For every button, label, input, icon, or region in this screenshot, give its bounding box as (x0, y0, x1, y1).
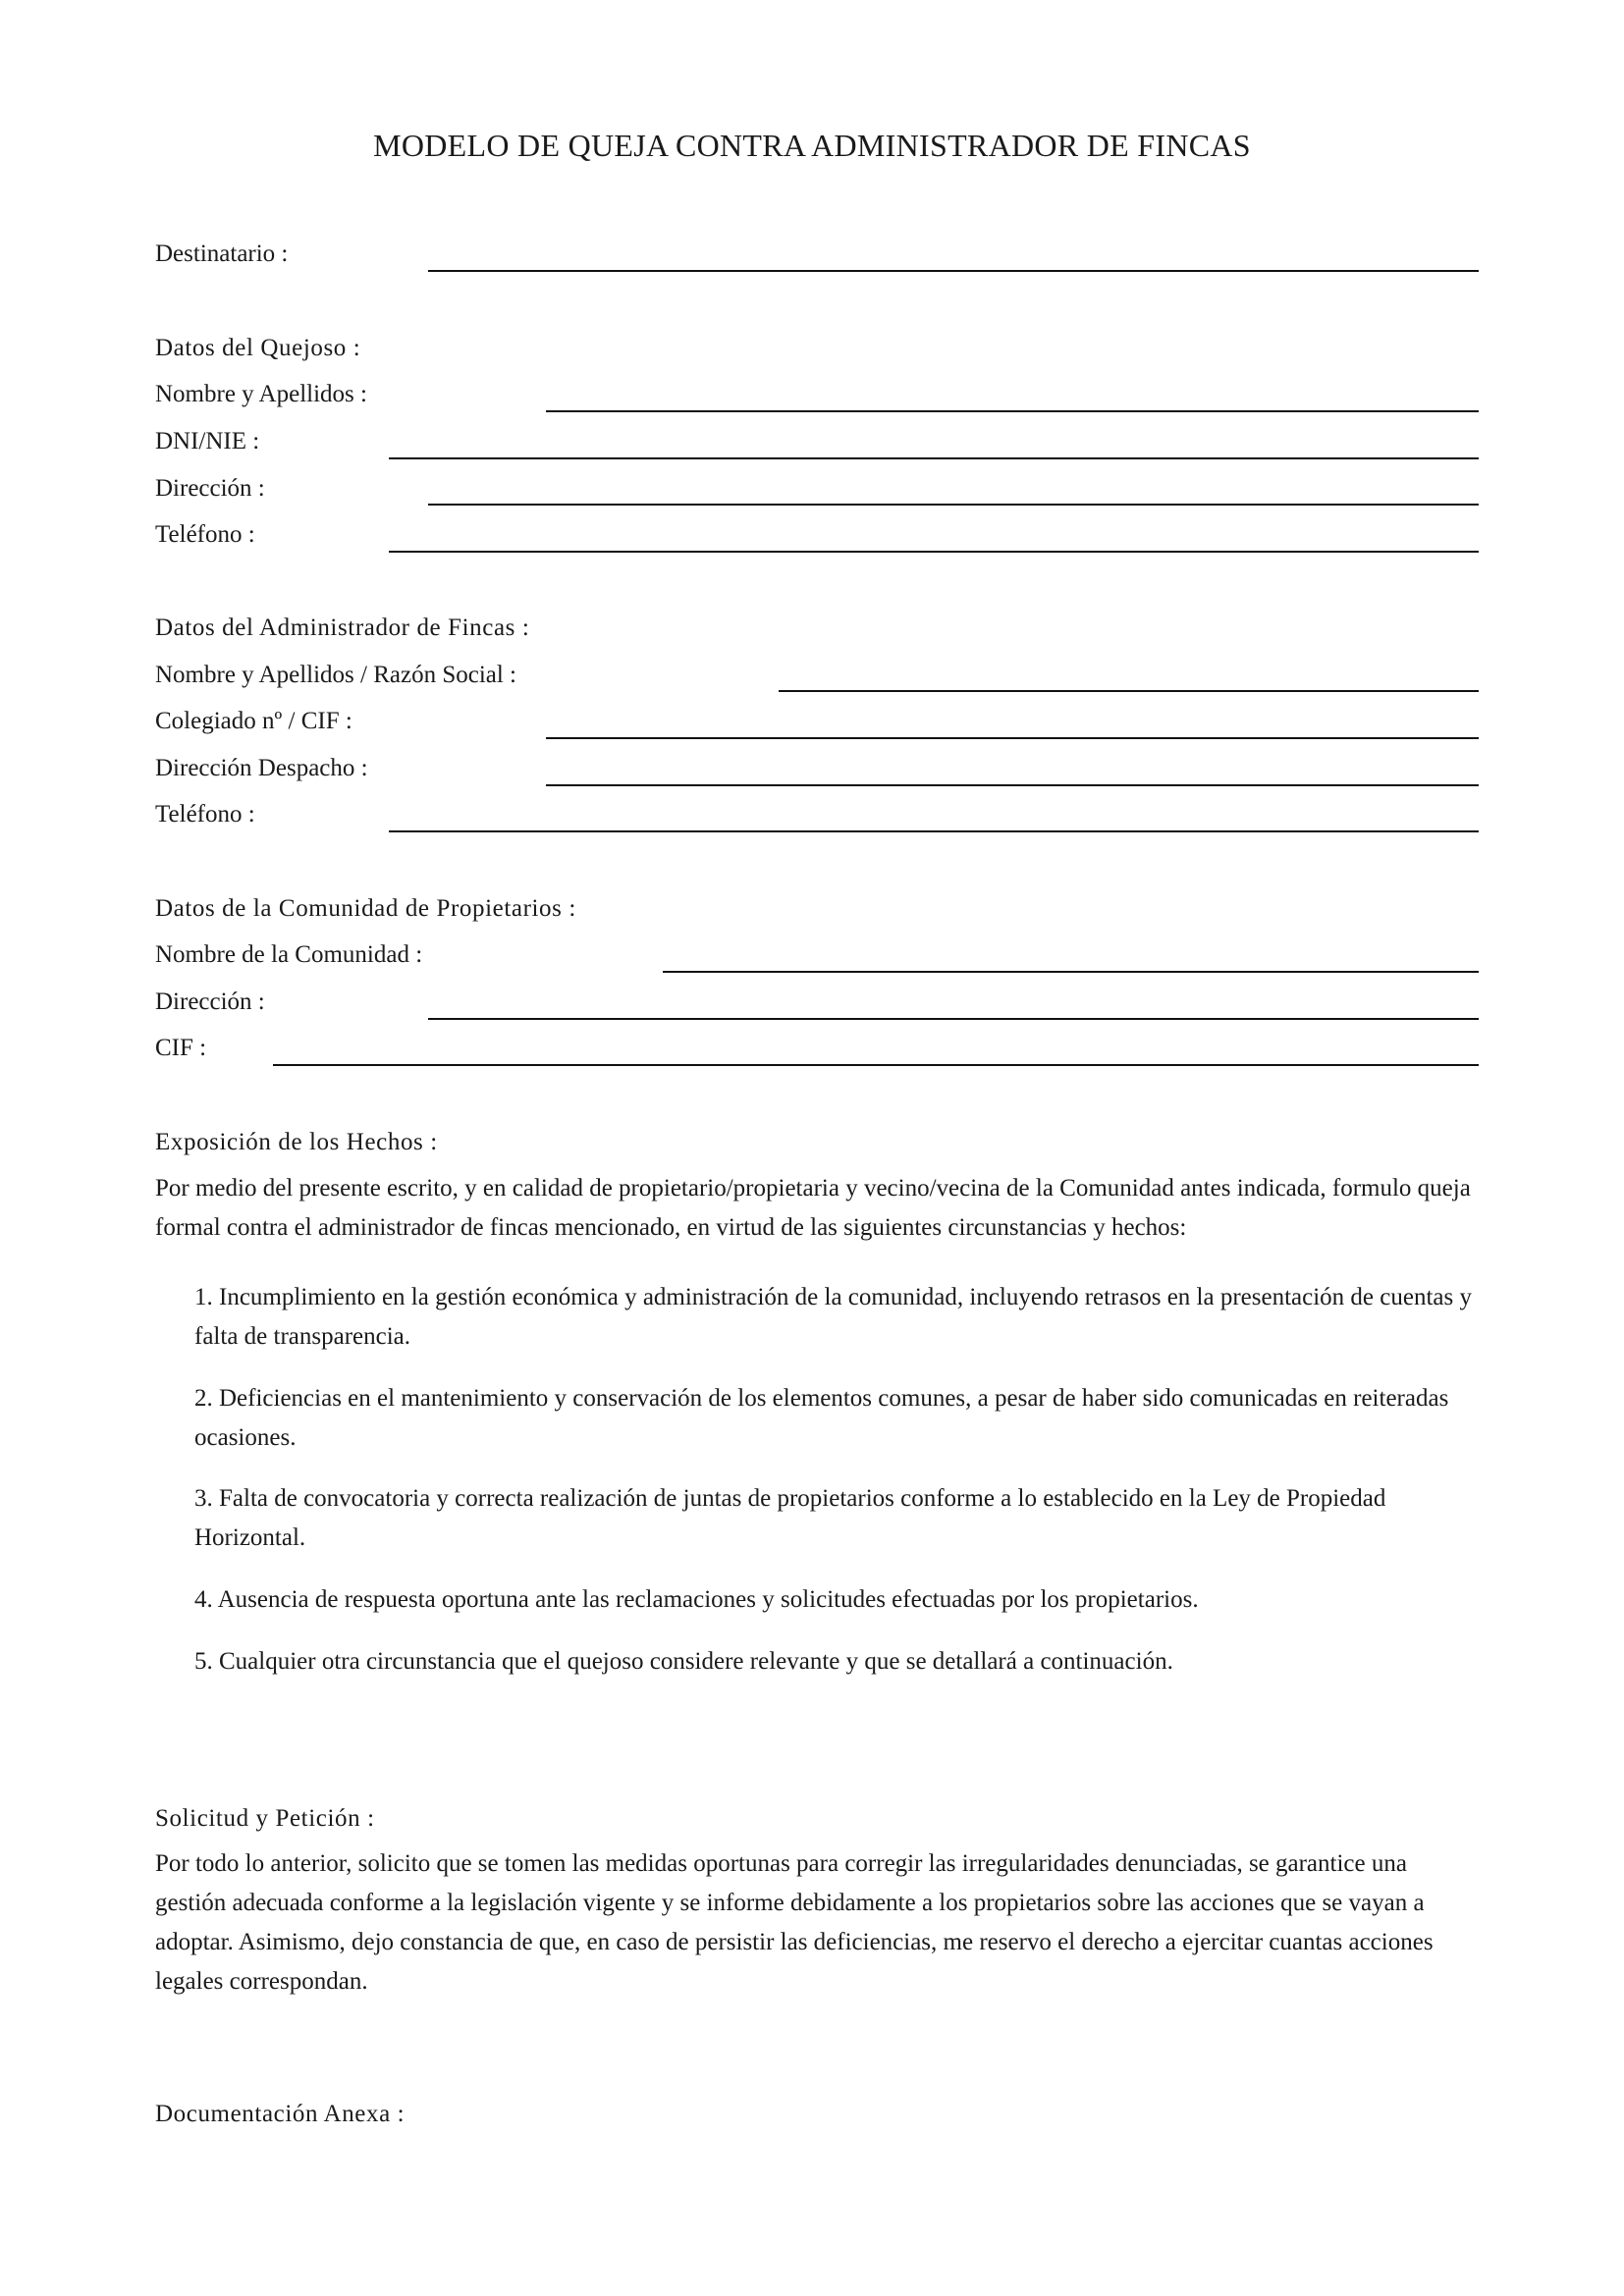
community-name-label: Nombre de la Comunidad : (155, 941, 423, 968)
complainant-heading: Datos del Quejoso : (155, 335, 361, 361)
complainant-phone-label: Teléfono : (155, 521, 255, 548)
facts-heading: Exposición de los Hechos : (155, 1129, 438, 1155)
community-name-field[interactable] (663, 971, 1479, 973)
administrator-phone-field[interactable] (389, 830, 1479, 832)
administrator-phone-label: Teléfono : (155, 801, 255, 828)
request-text: Por todo lo anterior, solicito que se tomen las medidas oportunas para corregir las irregularidades denunciadas, se garantice una gestión adecuada conforme a la legislación vigente y se informe debidamente a los propietarios sobre las acciones que se vayan a adoptar. Asimismo, dejo constancia de que, en caso de persistir las deficiencias, me reservo el derecho a ejercitar cuantas acciones legales correspondan. (155, 1850, 1434, 1995)
facts-item-4: 4. Ausencia de respuesta oportuna ante las reclamaciones y solicitudes efectuadas por los propietarios. (194, 1586, 1199, 1613)
administrator-heading: Datos del Administrador de Fincas : (155, 614, 530, 641)
complainant-name-label: Nombre y Apellidos : (155, 381, 367, 407)
facts-item-3: 3. Falta de convocatoria y correcta realización de juntas de propietarios conforme a lo establecido en la Ley de Propiedad Horizontal. (194, 1485, 1386, 1551)
community-address-label: Dirección : (155, 988, 265, 1015)
recipient-label: Destinatario : (155, 240, 289, 267)
administrator-registration-field[interactable] (546, 737, 1479, 739)
administrator-name-field[interactable] (779, 690, 1479, 692)
attachments-heading: Documentación Anexa : (155, 2101, 406, 2127)
facts-item-5: 5. Cualquier otra circunstancia que el quejoso considere relevante y que se detallará a continuación. (194, 1648, 1173, 1675)
complainant-name-field[interactable] (546, 410, 1479, 412)
recipient-field[interactable] (428, 270, 1479, 272)
administrator-office-label: Dirección Despacho : (155, 755, 368, 781)
complainant-id-label: DNI/NIE : (155, 428, 260, 454)
complainant-address-field[interactable] (428, 504, 1479, 506)
complainant-address-label: Dirección : (155, 475, 265, 502)
community-cif-field[interactable] (273, 1064, 1479, 1066)
request-heading: Solicitud y Petición : (155, 1805, 375, 1832)
facts-intro: Por medio del presente escrito, y en calidad de propietario/propietaria y vecino/vecina de la Comunidad antes indicada, formulo queja formal contra el administrador de fincas mencionado, en virtud de las siguientes circunstancias y hechos: (155, 1175, 1471, 1241)
community-heading: Datos de la Comunidad de Propietarios : (155, 895, 576, 922)
facts-item-1: 1. Incumplimiento en la gestión económica y administración de la comunidad, incluyendo retrasos en la presentación de cuentas y falta de transparencia. (194, 1284, 1472, 1350)
community-address-field[interactable] (428, 1018, 1479, 1020)
administrator-office-field[interactable] (546, 784, 1479, 786)
community-cif-label: CIF : (155, 1035, 207, 1061)
complainant-id-field[interactable] (389, 457, 1479, 459)
complainant-phone-field[interactable] (389, 551, 1479, 553)
administrator-registration-label: Colegiado nº / CIF : (155, 708, 352, 734)
facts-item-2: 2. Deficiencias en el mantenimiento y conservación de los elementos comunes, a pesar de haber sido comunicadas en reiteradas ocasiones. (194, 1385, 1449, 1451)
document-title: MODELO DE QUEJA CONTRA ADMINISTRADOR DE FINCAS (373, 128, 1251, 163)
administrator-name-label: Nombre y Apellidos / Razón Social : (155, 662, 517, 688)
